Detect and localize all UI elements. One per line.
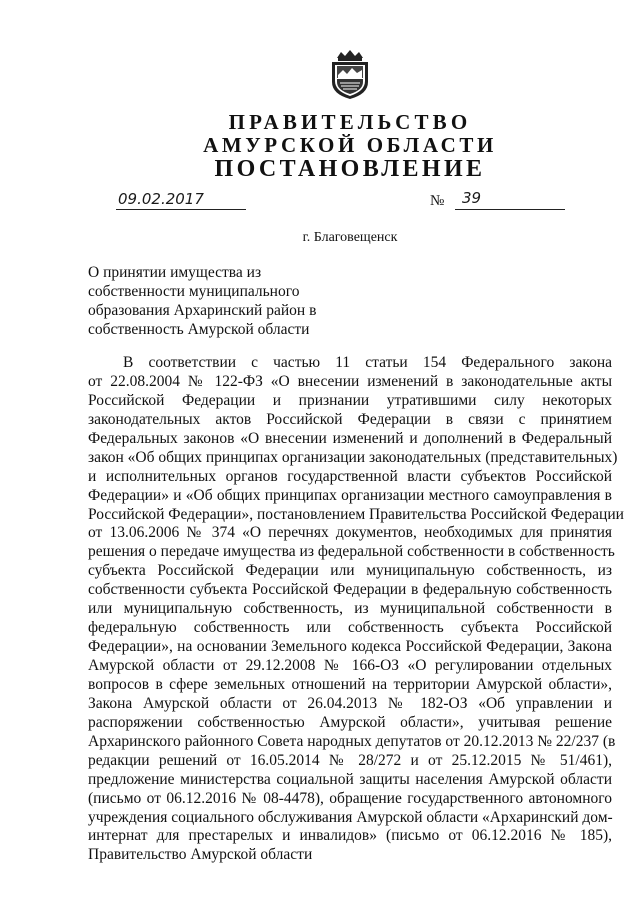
body-line: от 13.06.2006 № 374 «О перечнях документов, необходимых для принятия (88, 524, 612, 542)
date-underline (116, 208, 246, 210)
body-line: распоряжении собственностью Амурской области», учитывая решение (88, 713, 612, 731)
body-line: Федеральных законов «О внесении изменений и дополнений в Федеральный (88, 429, 612, 447)
body-line: Архаринского районного Совета народных депутатов от 20.12.2013 № 22/237 (в (88, 732, 616, 750)
document-number: 39 (462, 189, 482, 207)
body-line: учреждения социального обслуживания Амурской области «Архаринский дом- (88, 808, 613, 826)
body-line: субъекта Российской Федерации или муниципальную собственность, из (88, 562, 612, 580)
city-label: г. Благовещенск (302, 230, 398, 245)
body-line: редакции решений от 16.05.2014 № 28/272 и от 25.12.2015 № 51/461), (88, 751, 612, 769)
body-line: решения о передаче имущества из федеральной собственности в собственность (88, 543, 615, 561)
body-line: закон «Об общих принципах организации законодательных (представительных) (88, 448, 618, 466)
document-date: 09.02.2017 (118, 190, 204, 208)
body-line: Федерации», на основании Земельного кодекса Российской Федерации, Закона (88, 638, 612, 656)
body-line: законодательных актов Российской Федерации в связи с принятием (88, 410, 612, 428)
body-line: В соответствии с частью 11 статьи 154 Федерального закона (123, 354, 612, 371)
body-line: предложение министерства социальной защиты населения Амурской области (88, 770, 612, 788)
document-type-title: ПОСТАНОВЛЕНИЕ (214, 156, 486, 182)
document-subject (88, 263, 316, 339)
body-line: собственности субъекта Российской Федерации в федеральную собственность (88, 581, 612, 599)
subject-line: собственность Амурской области (88, 321, 310, 338)
number-underline (455, 208, 565, 210)
government-title: ПРАВИТЕЛЬСТВО (228, 110, 472, 134)
number-label: № (430, 193, 445, 209)
coat-of-arms-emblem (327, 48, 373, 100)
body-line: Российской Федерации», постановлением Правительства Российской Федерации (88, 505, 624, 523)
body-line: федеральную собственность или собственность субъекта Российской (88, 619, 612, 637)
body-line: Правительство Амурской области (88, 846, 313, 864)
body-line: интернат для престарелых и инвалидов» (письмо от 06.12.2016 № 185), (88, 827, 612, 845)
subject-line: собственности муниципального (88, 283, 300, 300)
body-line: Российской Федерации и признании утратившими силу некоторых (88, 391, 612, 409)
body-line: Федерации» и «Об общих принципах организации местного самоуправления в (88, 486, 612, 504)
subject-line: О принятии имущества из (88, 264, 262, 281)
body-line: от 22.08.2004 № 122-ФЗ «О внесении изменений в законодательные акты (88, 372, 612, 390)
body-line: или муниципальную собственность, из муниципальной собственности в (88, 600, 612, 618)
body-line: (письмо от 06.12.2016 № 08-4478), обращение государственного автономного (88, 789, 612, 807)
body-line: вопросов в сфере земельных отношений на территории Амурской области», (88, 675, 612, 693)
body-line: Амурской области от 29.12.2008 № 166-ОЗ «О регулировании отдельных (88, 657, 612, 674)
region-title: АМУРСКОЙ ОБЛАСТИ (203, 133, 497, 157)
subject-line: образования Архаринский район в (88, 302, 317, 319)
document-body (88, 354, 624, 865)
body-line: Закона Амурской области от 26.04.2013 № 182-ОЗ «Об управлении и (88, 694, 612, 712)
body-line: и исполнительных органов государственной власти субъектов Российской (88, 467, 612, 485)
